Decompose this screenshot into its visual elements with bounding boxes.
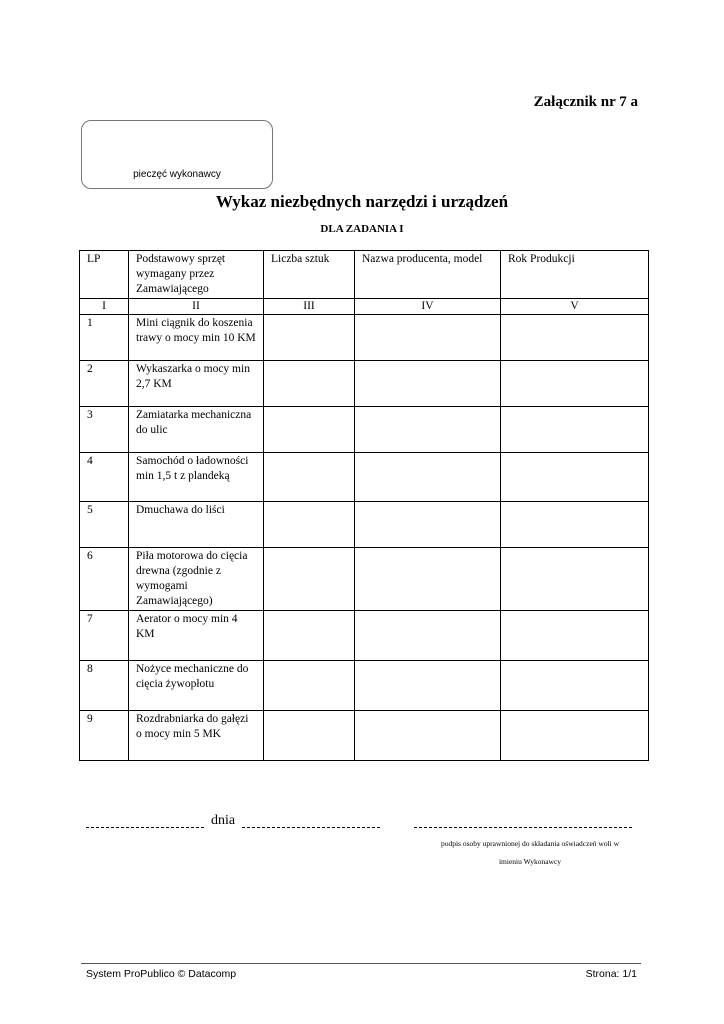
roman-iii: III bbox=[264, 299, 355, 315]
row-lp: 1 bbox=[80, 315, 129, 361]
quantity-cell[interactable] bbox=[264, 315, 355, 361]
footer-divider bbox=[81, 963, 641, 964]
row-lp: 3 bbox=[80, 407, 129, 453]
row-item: Samochód o ładowności min 1,5 t z plandeką bbox=[129, 453, 264, 502]
row-item: Mini ciągnik do koszenia trawy o mocy min 10 KM bbox=[129, 315, 264, 361]
equipment-table bbox=[79, 250, 649, 761]
quantity-cell[interactable] bbox=[264, 361, 355, 407]
row-item: Dmuchawa do liści bbox=[129, 502, 264, 548]
roman-iv: IV bbox=[355, 299, 501, 315]
date-field-line[interactable] bbox=[242, 827, 380, 828]
row-item: Aerator o mocy min 4 KM bbox=[129, 611, 264, 661]
quantity-cell[interactable] bbox=[264, 407, 355, 453]
row-item: Rozdrabniarka do gałęzi o mocy min 5 MK bbox=[129, 711, 264, 761]
signature-field-line[interactable] bbox=[414, 827, 632, 828]
quantity-cell[interactable] bbox=[264, 711, 355, 761]
table-row bbox=[80, 315, 649, 361]
row-item: Zamiatarka mechaniczna do ulic bbox=[129, 407, 264, 453]
row-lp: 5 bbox=[80, 502, 129, 548]
signature-note-line2: imieniu Wykonawcy bbox=[498, 857, 562, 866]
row-item: Piła motorowa do cięcia drewna (zgodnie z wymogami Zamawiającego) bbox=[129, 548, 264, 611]
row-lp: 8 bbox=[80, 661, 129, 711]
footer-left: System ProPublico © Datacomp bbox=[86, 968, 237, 980]
table-row bbox=[80, 407, 649, 453]
quantity-cell[interactable] bbox=[264, 453, 355, 502]
header-equipment: Podstawowy sprzęt wymagany przez Zamawiającego bbox=[129, 251, 264, 299]
producer-cell[interactable] bbox=[355, 611, 501, 661]
table-header-row bbox=[80, 251, 649, 299]
table-row bbox=[80, 502, 649, 548]
row-lp: 2 bbox=[80, 361, 129, 407]
producer-cell[interactable] bbox=[355, 315, 501, 361]
stamp-label: pieczęć wykonawcy bbox=[133, 169, 221, 180]
page-subtitle: DLA ZADANIA I bbox=[320, 223, 404, 235]
roman-v: V bbox=[501, 299, 649, 315]
table-roman-row bbox=[80, 299, 649, 315]
year-cell[interactable] bbox=[501, 611, 649, 661]
year-cell[interactable] bbox=[501, 502, 649, 548]
table-row bbox=[80, 361, 649, 407]
producer-cell[interactable] bbox=[355, 711, 501, 761]
row-lp: 4 bbox=[80, 453, 129, 502]
producer-cell[interactable] bbox=[355, 548, 501, 611]
signature-note-line1: podpis osoby uprawnionej do składania oświadczeń woli w bbox=[440, 839, 620, 848]
row-item: Nożyce mechaniczne do cięcia żywopłotu bbox=[129, 661, 264, 711]
producer-cell[interactable] bbox=[355, 502, 501, 548]
year-cell[interactable] bbox=[501, 548, 649, 611]
page-title: Wykaz niezbędnych narzędzi i urządzeń bbox=[215, 192, 509, 211]
row-item: Wykaszarka o mocy min 2,7 KM bbox=[129, 361, 264, 407]
year-cell[interactable] bbox=[501, 711, 649, 761]
producer-cell[interactable] bbox=[355, 453, 501, 502]
header-production-year: Rok Produkcji bbox=[501, 251, 649, 299]
header-quantity: Liczba sztuk bbox=[264, 251, 355, 299]
year-cell[interactable] bbox=[501, 661, 649, 711]
year-cell[interactable] bbox=[501, 361, 649, 407]
roman-i: I bbox=[80, 299, 129, 315]
header-lp: LP bbox=[80, 251, 129, 299]
annex-label: Załącznik nr 7 a bbox=[533, 94, 638, 110]
roman-ii: II bbox=[129, 299, 264, 315]
producer-cell[interactable] bbox=[355, 407, 501, 453]
quantity-cell[interactable] bbox=[264, 502, 355, 548]
footer-page-number: Strona: 1/1 bbox=[585, 968, 637, 980]
quantity-cell[interactable] bbox=[264, 661, 355, 711]
year-cell[interactable] bbox=[501, 453, 649, 502]
producer-cell[interactable] bbox=[355, 361, 501, 407]
header-producer-model: Nazwa producenta, model bbox=[355, 251, 501, 299]
table-row bbox=[80, 548, 649, 611]
contractor-stamp-box bbox=[81, 120, 273, 189]
year-cell[interactable] bbox=[501, 407, 649, 453]
row-lp: 7 bbox=[80, 611, 129, 661]
year-cell[interactable] bbox=[501, 315, 649, 361]
producer-cell[interactable] bbox=[355, 661, 501, 711]
quantity-cell[interactable] bbox=[264, 611, 355, 661]
table-row bbox=[80, 453, 649, 502]
row-lp: 6 bbox=[80, 548, 129, 611]
quantity-cell[interactable] bbox=[264, 548, 355, 611]
row-lp: 9 bbox=[80, 711, 129, 761]
table-row bbox=[80, 711, 649, 761]
table-row bbox=[80, 661, 649, 711]
place-field-line[interactable] bbox=[86, 827, 204, 828]
date-label: dnia bbox=[211, 813, 236, 828]
table-row bbox=[80, 611, 649, 661]
